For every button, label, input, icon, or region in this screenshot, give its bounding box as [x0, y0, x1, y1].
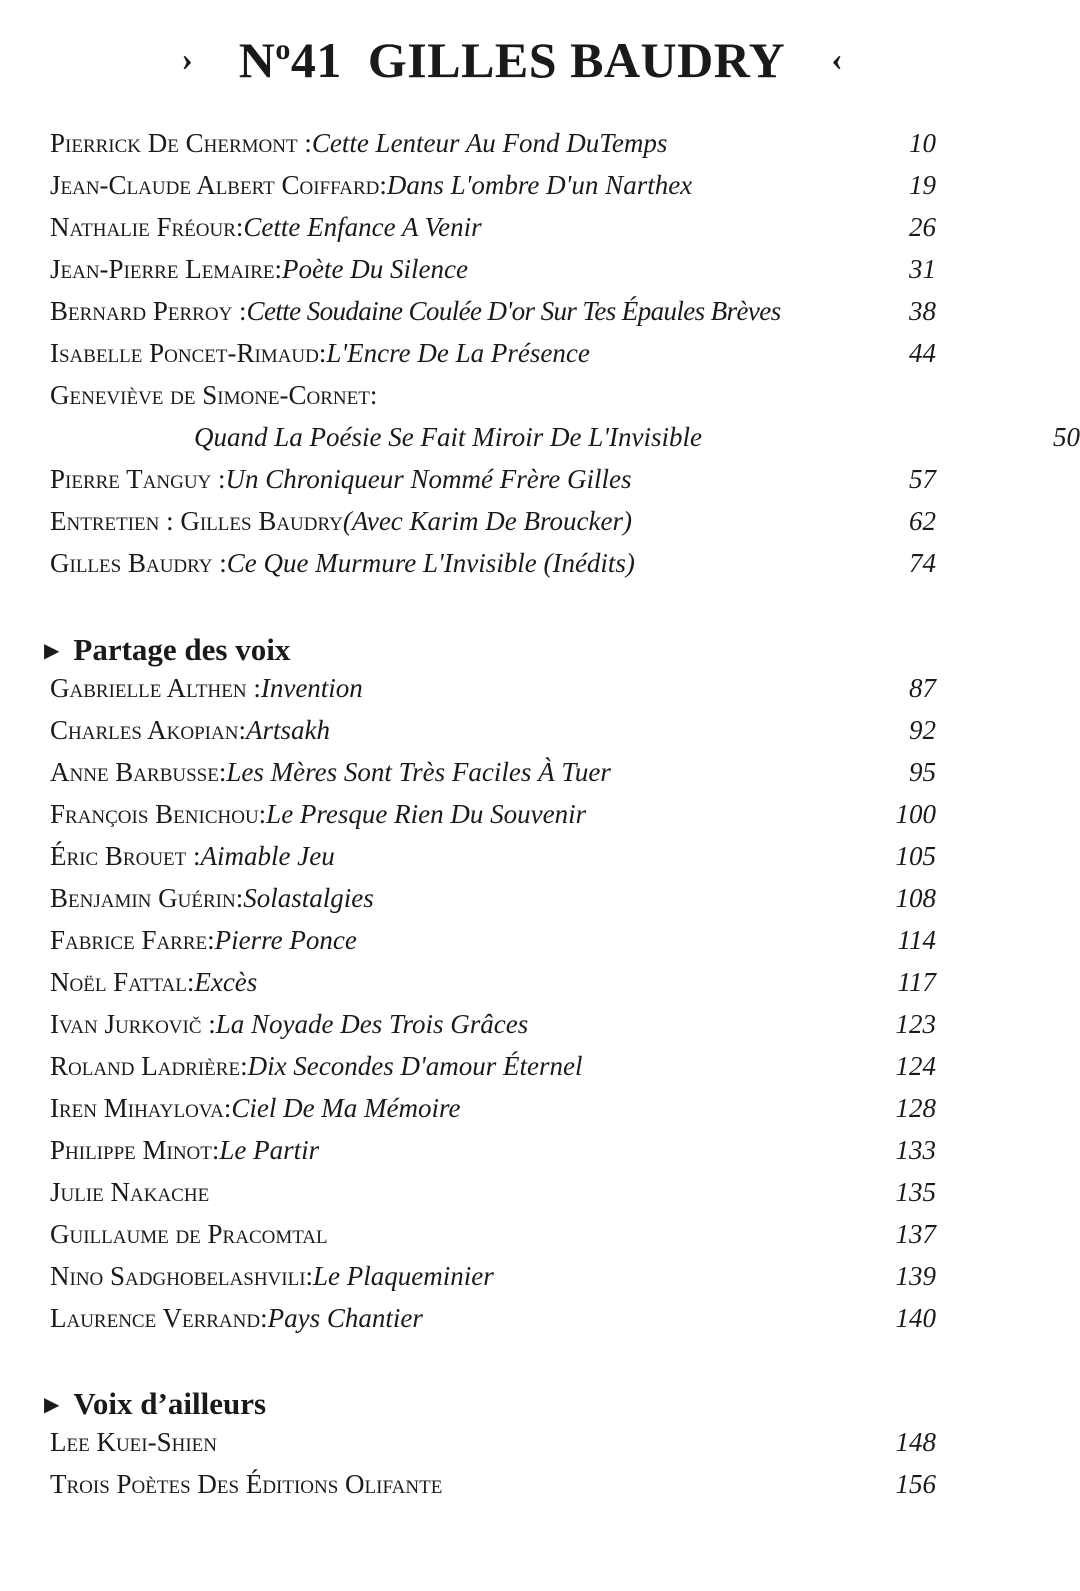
- entry-page: 156: [895, 1469, 936, 1499]
- entry-author: Geneviève de Simone-Cornet:: [50, 380, 378, 410]
- issue-subject: GILLES BAUDRY: [367, 32, 786, 88]
- entry-page: 92: [909, 715, 936, 745]
- toc-entry[interactable]: [50, 673, 936, 713]
- entry-page: 74: [909, 548, 936, 578]
- triangle-right-icon: ▶: [44, 1393, 60, 1416]
- toc-entry[interactable]: [50, 1009, 936, 1049]
- entry-title: Pays Chantier: [267, 1303, 423, 1333]
- entry-title: Cette Enfance A Venir: [243, 212, 482, 242]
- entry-title: Ce Que Murmure L'Invisible (Inédits): [226, 548, 635, 578]
- entry-title: Aimable Jeu: [200, 841, 335, 871]
- entry-title: La Noyade Des Trois Grâces: [215, 1009, 529, 1039]
- toc-entry[interactable]: [50, 548, 936, 588]
- triangle-right-icon: ▶: [44, 639, 60, 662]
- entry-author: Gabrielle Althen :: [50, 673, 261, 703]
- section-title: Voix d’ailleurs: [73, 1386, 267, 1421]
- entry-author: Pierrick De Chermont :: [50, 128, 312, 158]
- entry-title: Poète Du Silence: [282, 254, 468, 284]
- entry-author: François Benichou:: [50, 799, 267, 829]
- toc-entry[interactable]: [50, 1469, 936, 1509]
- issue-header: [0, 28, 1024, 92]
- section-heading-partage: [44, 628, 290, 672]
- entry-page: 139: [895, 1261, 936, 1291]
- entry-author: Pierre Tanguy :: [50, 464, 226, 494]
- entry-title: Cette Lenteur Au Fond DuTemps: [311, 128, 668, 158]
- section-heading-ailleurs: [44, 1382, 266, 1426]
- entry-title: Cette Soudaine Coulée D'or Sur Tes Épaules Brèves: [246, 296, 781, 326]
- toc-entry[interactable]: [50, 1051, 936, 1091]
- entry-author: Gilles Baudry :: [50, 548, 227, 578]
- toc-entry[interactable]: [50, 212, 936, 252]
- issue-number-ordinal: o: [275, 33, 291, 66]
- toc-entry[interactable]: [50, 715, 936, 755]
- entry-page: 50: [1053, 422, 1080, 452]
- toc-entry[interactable]: [50, 799, 936, 839]
- issue-number: 41: [290, 32, 342, 88]
- entry-title: Pierre Ponce: [214, 925, 357, 955]
- entry-author: Jean-Claude Albert Coiffard:: [50, 170, 387, 200]
- entry-page: 19: [909, 170, 936, 200]
- entry-title: Excès: [194, 967, 258, 997]
- entry-author: Anne Barbusse:: [50, 757, 227, 787]
- toc-entry[interactable]: [50, 1427, 936, 1467]
- entry-page: 123: [895, 1009, 936, 1039]
- entry-page: 10: [909, 128, 936, 158]
- entry-page: 26: [909, 212, 936, 242]
- entry-page: 135: [895, 1177, 936, 1207]
- entry-page: 100: [895, 799, 936, 829]
- toc-entry[interactable]: [50, 506, 936, 546]
- section-title: Partage des voix: [73, 632, 291, 667]
- toc-entry[interactable]: [50, 464, 936, 504]
- entry-author: Entretien : Gilles Baudry: [50, 506, 343, 536]
- entry-title: Le Presque Rien Du Souvenir: [266, 799, 587, 829]
- entry-page: 108: [895, 883, 936, 913]
- toc-entry[interactable]: [50, 1219, 936, 1259]
- entry-page: 57: [909, 464, 936, 494]
- toc-entry[interactable]: [50, 1135, 936, 1175]
- toc-entry[interactable]: [50, 1261, 936, 1301]
- entry-title: Quand La Poésie Se Fait Miroir De L'Invisible: [194, 422, 702, 452]
- toc-entry[interactable]: [50, 254, 936, 294]
- entry-author: Jean-Pierre Lemaire:: [50, 254, 283, 284]
- toc-entry[interactable]: [50, 1177, 936, 1217]
- entry-title: Invention: [260, 673, 363, 703]
- entry-page: 105: [895, 841, 936, 871]
- entry-author: Benjamin Guérin:: [50, 883, 244, 913]
- toc-entry-continuation[interactable]: [50, 422, 1080, 462]
- toc-entry[interactable]: [50, 967, 936, 1007]
- entry-title: Dix Secondes D'amour Éternel: [247, 1051, 583, 1081]
- entry-author: Charles Akopian:: [50, 715, 246, 745]
- entry-page: 133: [895, 1135, 936, 1165]
- entry-author: Noël Fattal:: [50, 967, 195, 997]
- toc-entry[interactable]: [50, 296, 936, 336]
- entry-page: 117: [897, 967, 936, 997]
- entry-title: Le Plaqueminier: [313, 1261, 494, 1291]
- entry-page: 148: [895, 1427, 936, 1457]
- entry-page: 87: [909, 673, 936, 703]
- entry-author: Fabrice Farre:: [50, 925, 215, 955]
- toc-entry[interactable]: [50, 128, 936, 168]
- entry-author: Nino Sadghobelashvili:: [50, 1261, 314, 1291]
- entry-page: 95: [909, 757, 936, 787]
- entry-author: Laurence Verrand:: [50, 1303, 268, 1333]
- issue-number-prefix: N: [238, 32, 276, 88]
- entry-page: 38: [909, 296, 936, 326]
- toc-entry[interactable]: [50, 1303, 936, 1343]
- entry-title: L'Encre De La Présence: [326, 338, 590, 368]
- entry-title: (Avec Karim De Broucker): [342, 506, 632, 536]
- toc-entry[interactable]: [50, 757, 936, 797]
- entry-author: Nathalie Fréour:: [50, 212, 244, 242]
- entry-page: 124: [895, 1051, 936, 1081]
- toc-entry[interactable]: [50, 338, 936, 378]
- entry-title: Ciel De Ma Mémoire: [231, 1093, 461, 1123]
- entry-author: Ivan Jurkovič :: [50, 1009, 216, 1039]
- entry-author: Trois Poètes Des Éditions Olifante: [50, 1469, 443, 1499]
- entry-page: 31: [909, 254, 936, 284]
- entry-author: Philippe Minot:: [50, 1135, 220, 1165]
- entry-title: Le Partir: [219, 1135, 320, 1165]
- toc-entry[interactable]: [50, 925, 936, 965]
- issue-title: [239, 31, 785, 89]
- entry-title: Solastalgies: [243, 883, 374, 913]
- entry-title: Un Chroniqueur Nommé Frère Gilles: [225, 464, 632, 494]
- entry-author: Isabelle Poncet-Rimaud:: [50, 338, 327, 368]
- chevron-right-icon: ›: [181, 41, 193, 78]
- toc-entry[interactable]: [50, 841, 936, 881]
- entry-author: Lee Kuei-Shien: [50, 1427, 217, 1457]
- toc-entry[interactable]: [50, 883, 936, 923]
- entry-page: 128: [895, 1093, 936, 1123]
- entry-author: Julie Nakache: [50, 1177, 210, 1207]
- entry-title: Les Mères Sont Très Faciles À Tuer: [226, 757, 611, 787]
- entry-author: Guillaume de Pracomtal: [50, 1219, 328, 1249]
- entry-page: 137: [895, 1219, 936, 1249]
- entry-title: Artsakh: [245, 715, 330, 745]
- entry-page: 62: [909, 506, 936, 536]
- entry-page: 44: [909, 338, 936, 368]
- entry-page: 140: [895, 1303, 936, 1333]
- entry-author: Roland Ladrière:: [50, 1051, 248, 1081]
- toc-entry[interactable]: [50, 380, 936, 420]
- entry-author: Iren Mihaylova:: [50, 1093, 232, 1123]
- entry-title: Dans L'ombre D'un Narthex: [386, 170, 693, 200]
- entry-page: 114: [897, 925, 936, 955]
- chevron-left-icon: ‹: [831, 41, 843, 78]
- entry-author: Éric Brouet :: [50, 841, 201, 871]
- toc-entry[interactable]: [50, 1093, 936, 1133]
- toc-entry[interactable]: [50, 170, 936, 210]
- entry-author: Bernard Perroy :: [50, 296, 247, 326]
